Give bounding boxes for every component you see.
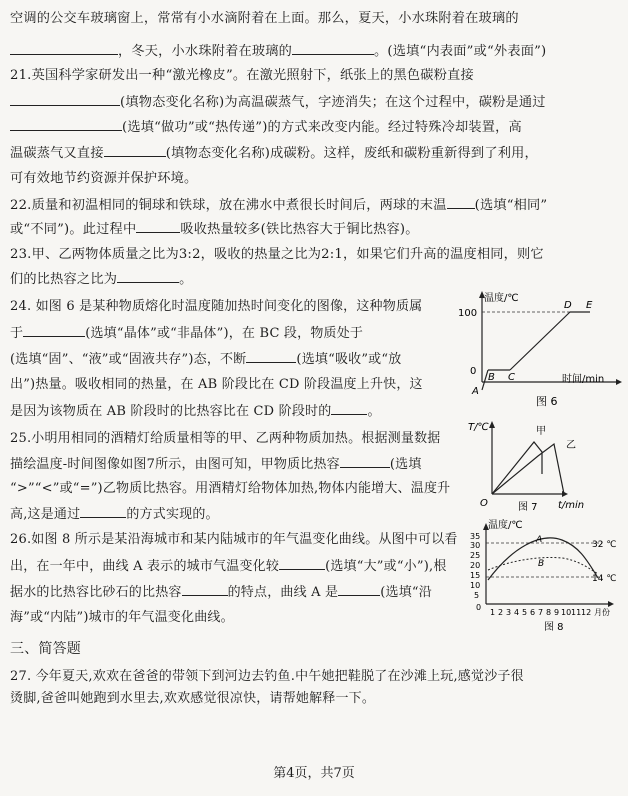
text-line: (填物态变化名称)为高温碳蒸气，字迹消失；在这个过程中，碳粉是通过: [10, 93, 546, 112]
fig8-ytick: 0: [476, 603, 482, 612]
text-line: 据水的比热容比砂石的比热容 的特点，曲线 A 是 (选填“沿: [10, 585, 432, 600]
text-line: ，冬天，小水珠附着在玻璃的 。(选填“内表面”或“外表面”): [10, 42, 546, 61]
fig7-xlabel: t/min: [558, 500, 585, 511]
fig7-series-jia: 甲: [536, 426, 546, 437]
text-line: 25.小明用相同的酒精灯给质量相等的甲、乙两种物质加热。根据测量数据: [10, 431, 441, 446]
text-line: 高,这是通过 的方式实现的。: [10, 507, 219, 522]
answer-blank[interactable]: [331, 402, 367, 415]
fig8-label-14: 14 ℃: [592, 574, 617, 584]
text-line: “>”“<”或“=”)乙物质比热容。用酒精灯给物体加热,物体内能增大、温度升: [10, 481, 451, 496]
fig8-xtick: 12: [581, 608, 592, 617]
answer-blank[interactable]: [338, 583, 380, 596]
page-footer: 第4页，共7页: [273, 766, 355, 781]
fig6-origin: 0: [470, 366, 477, 377]
fig8-xlabel: 月份: [594, 608, 610, 617]
fig6-ylabel: 温度/℃: [484, 293, 519, 304]
text-line: 们的比热容之比为 。: [10, 272, 193, 287]
text-line: 或“不同”)。此过程中 吸收热量较多(铁比热容大于铜比热容)。: [10, 222, 419, 237]
x-axis-arrow: [608, 601, 614, 607]
text-line: 是因为该物质在 AB 阶段时的比热容比在 CD 阶段时的 。: [10, 404, 381, 419]
fig8-ylabel: 温度/℃: [488, 520, 523, 531]
text-line: 空调的公交车玻璃窗上，常常有小水滴附着在上面。那么，夏天，小水珠附着在玻璃的: [10, 11, 519, 26]
answer-blank[interactable]: [136, 220, 180, 233]
fig8-xtick: 4: [514, 608, 520, 617]
fig7-ylabel: T/℃: [468, 422, 489, 433]
figure-7: [466, 418, 616, 518]
fig7-series-yi: 乙: [566, 440, 576, 451]
fig8-xtick: 11: [571, 608, 582, 617]
fig8-xtick: 8: [546, 608, 552, 617]
fig8-ytick: 5: [474, 591, 480, 600]
fig6-xlabel: 时间/min: [562, 374, 605, 385]
text-line: 23.甲、乙两物体质量之比为3:2，吸收的热量之比为2:1，如果它们升高的温度相同，则它: [10, 247, 544, 262]
figure-8: [452, 518, 626, 638]
x-axis-arrow: [616, 379, 622, 385]
fig8-ytick: 10: [470, 581, 481, 590]
fig8-ytick: 15: [470, 571, 481, 580]
answer-blank[interactable]: [10, 93, 120, 106]
fig8-caption: 图 8: [544, 622, 564, 633]
fig8-xtick: 1: [490, 608, 496, 617]
answer-blank[interactable]: [246, 350, 296, 363]
answer-blank[interactable]: [117, 270, 179, 283]
answer-blank[interactable]: [23, 324, 85, 337]
text-line: 可有效地节约资源并保护环境。: [10, 171, 198, 186]
answer-blank[interactable]: [340, 455, 390, 468]
text-line: 22.质量和初温相同的铜球和铁球，放在沸水中煮很长时间后，两球的末温 (选填“相同”: [10, 198, 548, 213]
fig8-xtick: 5: [522, 608, 528, 617]
fig8-xtick: 10: [561, 608, 572, 617]
fig8-ytick: 35: [470, 532, 481, 541]
series-jia: [492, 442, 542, 494]
answer-blank[interactable]: [279, 557, 325, 570]
fig8-ytick: 30: [470, 541, 481, 550]
answer-blank[interactable]: [447, 196, 475, 209]
point-a: A: [472, 386, 479, 397]
section-heading: 三、简答题: [10, 641, 81, 657]
fig8-label-32: 32 ℃: [592, 540, 617, 550]
text-line: 烫脚,爸爸叫她跑到水里去,欢欢感觉很凉快，请帮她解释一下。: [10, 691, 376, 706]
fig7-caption: 图 7: [518, 502, 538, 513]
text-line: 26.如图 8 所示是某沿海城市和某内陆城市的年气温变化曲线。从图中可以看: [10, 532, 458, 547]
text-line: 温碳蒸气又直接 (填物态变化名称)成碳粉。这样，废纸和碳粉重新得到了利用，: [10, 146, 538, 161]
point-e: E: [586, 300, 593, 311]
text-line: 于 (选填“晶体”或“非晶体”)，在 BC 段，物质处于: [10, 326, 364, 341]
text-line: 描绘温度-时间图像如图7所示，由图可知，甲物质比热容 (选填: [10, 457, 422, 472]
segment-cd: [510, 312, 570, 370]
fig8-ytick: 20: [470, 561, 481, 570]
point-d: D: [564, 300, 572, 311]
fig8-xtick: 9: [554, 608, 560, 617]
answer-blank[interactable]: [182, 583, 228, 596]
answer-blank[interactable]: [104, 144, 166, 157]
text-line: 海”或“内陆”)城市的年气温变化曲线。: [10, 610, 234, 625]
point-c: C: [508, 372, 515, 383]
text-line: 27. 今年夏天,欢欢在爸爸的带领下到河边去钓鱼.中午她把鞋脱了在沙滩上玩,感觉沙子很: [10, 669, 524, 684]
fig8-series-a: A: [536, 535, 543, 545]
text-line: 21.英国科学家研发出一种“激光橡皮”。在激光照射下，纸张上的黑色碳粉直接: [10, 68, 474, 83]
fig8-ytick: 25: [470, 551, 481, 560]
text-line: (选填“固”、“液”或“固液共存”)态，不断 (选填“吸收”或“放: [10, 352, 402, 367]
fig8-series-b: B: [538, 559, 545, 569]
series-yi: [492, 444, 564, 494]
answer-blank[interactable]: [10, 42, 118, 55]
answer-blank[interactable]: [292, 42, 374, 55]
fig8-xtick: 6: [530, 608, 536, 617]
x-axis-arrow: [562, 491, 568, 497]
figure-6: [452, 290, 622, 420]
point-b: B: [488, 372, 495, 383]
fig8-xtick: 3: [506, 608, 512, 617]
fig8-xtick: 7: [538, 608, 544, 617]
text-line: (选填“做功”或“热传递”)的方式来改变内能。经过特殊冷却装置，高: [10, 118, 522, 137]
answer-blank[interactable]: [10, 118, 122, 131]
fig7-origin: O: [480, 498, 488, 509]
answer-blank[interactable]: [80, 505, 126, 518]
text-line: 24. 如图 6 是某种物质熔化时温度随加热时间变化的图像，这种物质属: [10, 299, 423, 314]
fig6-caption: 图 6: [536, 395, 558, 408]
fig8-xtick: 2: [498, 608, 504, 617]
text-line: 出，在一年中，曲线 A 表示的城市气温变化较 (选填“大”或“小”),根: [10, 559, 447, 574]
text-line: 出”)热量。吸收相同的热量，在 AB 阶段比在 CD 阶段温度上升快，这: [10, 377, 423, 392]
y-axis-arrow: [489, 421, 495, 428]
fig6-ytick: 100: [458, 308, 478, 319]
